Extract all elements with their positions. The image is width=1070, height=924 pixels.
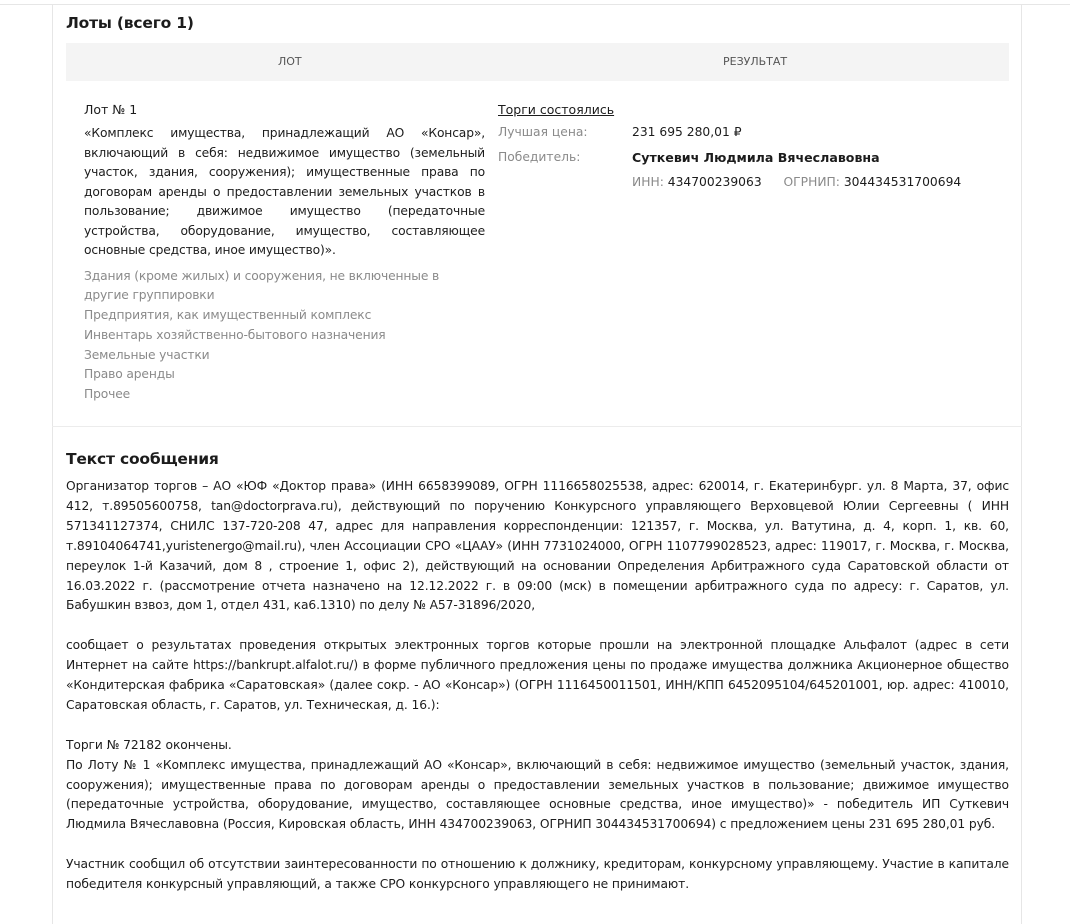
lot-description: «Комплекс имущества, принадлежащий АО «Консар», включающий в себя: недвижимое имущество (земельный участок, здания, сооружения); имущественные права по договорам аренды о предоставлении земельных участков в пользование; движимое имущество (передаточные устройства, оборудование, имущество, составляющее основные средства, иное имущество)».	[84, 126, 485, 257]
lot-number: Лот № 1	[84, 102, 138, 117]
ogrnip-value: 304434531700694	[843, 175, 962, 189]
column-header-lot: ЛОТ	[278, 55, 302, 68]
column-header-result: РЕЗУЛЬТАТ	[723, 55, 788, 68]
inn-value: 434700239063	[667, 175, 762, 189]
lot-info	[84, 101, 485, 421]
best-price-label: Лучшая цена:	[498, 125, 588, 139]
message-paragraph: Участник сообщил об отсутствии заинтересованности по отношению к должнику, кредиторам, конкурсному управляющему. Участие в капитале победителя конкурсный управляющий, а также СРО конкурсного управляющего не принимают.	[66, 857, 1009, 892]
winner-name: Суткевич Людмила Вячеславовна	[632, 150, 880, 165]
lot-category: Инвентарь хозяйственно-бытового назначения	[84, 327, 386, 342]
lot-category: Здания (кроме жилых) и сооружения, не включенные в другие группировки	[84, 268, 440, 303]
lot-category: Предприятия, как имущественный комплекс	[84, 308, 372, 323]
lots-table-header	[66, 43, 1009, 81]
lots-title: Лоты (всего 1)	[66, 14, 194, 32]
ogrnip-label: ОГРНИП:	[783, 175, 840, 189]
winner-label: Победитель:	[498, 150, 581, 164]
auction-status-link[interactable]: Торги состоялись	[498, 102, 615, 117]
section-divider	[52, 426, 1022, 427]
lot-result	[498, 101, 998, 189]
message-paragraph: По Лоту № 1 «Комплекс имущества, принадлежащий АО «Консар», включающий в себя: недвижимое имущество (земельный участок, здания, сооружения); имущественные права по договорам аренды о предоставлении земельных участков в пользование; движимое имущество (передаточные устройства, оборудование, имущество, составляющее основные средства, иное имущество)» - победитель ИП Суткевич Людмила Вячеславовна (Россия, Кировская область, ИНН 434700239063, ОГРНИП 304434531700694) с предложением цены 231 695 280,01 руб.	[66, 757, 1009, 832]
lot-categories	[84, 267, 485, 406]
lot-category: Земельные участки	[84, 347, 210, 362]
message-title: Текст сообщения	[66, 450, 219, 468]
winner-row	[498, 150, 998, 168]
best-price-value: 231 695 280,01 ₽	[632, 125, 742, 139]
winner-ids	[632, 175, 961, 189]
inn-label: ИНН:	[632, 175, 664, 189]
message-paragraph: Торги № 72182 окончены.	[66, 737, 232, 752]
message-body	[66, 477, 1009, 895]
message-paragraph: сообщает о результатах проведения открытых электронных торгов которые прошли на электронной площадке Альфалот (адрес в сети Интернет на сайте https://bankrupt.alfalot.ru/) в форме публичного предложения цены по продаже имущества должника Акционерное общество «Кондитерская фабрика «Саратовская» (далее сокр. - АО «Консар») (ОГРН 1116450011501, ИНН/КПП 6452095104/645201001, юр. адрес: 410010, Саратовская область, г. Саратов, ул. Техническая, д. 16.):	[66, 638, 1009, 712]
lot-category: Прочее	[84, 387, 131, 402]
best-price-row	[498, 125, 998, 143]
message-paragraph: Организатор торгов – АО «ЮФ «Доктор права» (ИНН 6658399089, ОГРН 1116658025538, адрес: 620014, г. Екатеринбург. ул. 8 Марта, 37, офис 412, т.89505600758, tan@doctorprava.ru), действующий по поручению Конкурсного управляющего Верховцевой Юлии Сергеевны ( ИНН 571341127374, СНИЛС 137-720-208 47, адрес для направления корреспонденции: 121357, г. Москва, ул. Ватутина, д. 4, корп. 1, кв. 60, т.89104064741,yuristenergo@mail.ru), член Ассоциации СРО «ЦААУ» (ИНН 7731024000, ОГРН 1107799028523, адрес: 119017, г. Москва, г. Москва, переулок 1-й Казачий, дом 8 , строение 1, офис 2), действующий на основании Определения Арбитражного суда Саратовской области от 16.03.2022 г. (рассмотрение отчета назначено на 12.12.2022 г. в 09:00 (мск) в помещении арбитражного суда по адресу: г. Саратов, ул. Бабушкин взвоз, дом 1, отдел 431, ка6.1310) по делу № А57-31896/2020,	[66, 479, 1009, 613]
lot-category: Право аренды	[84, 367, 175, 382]
